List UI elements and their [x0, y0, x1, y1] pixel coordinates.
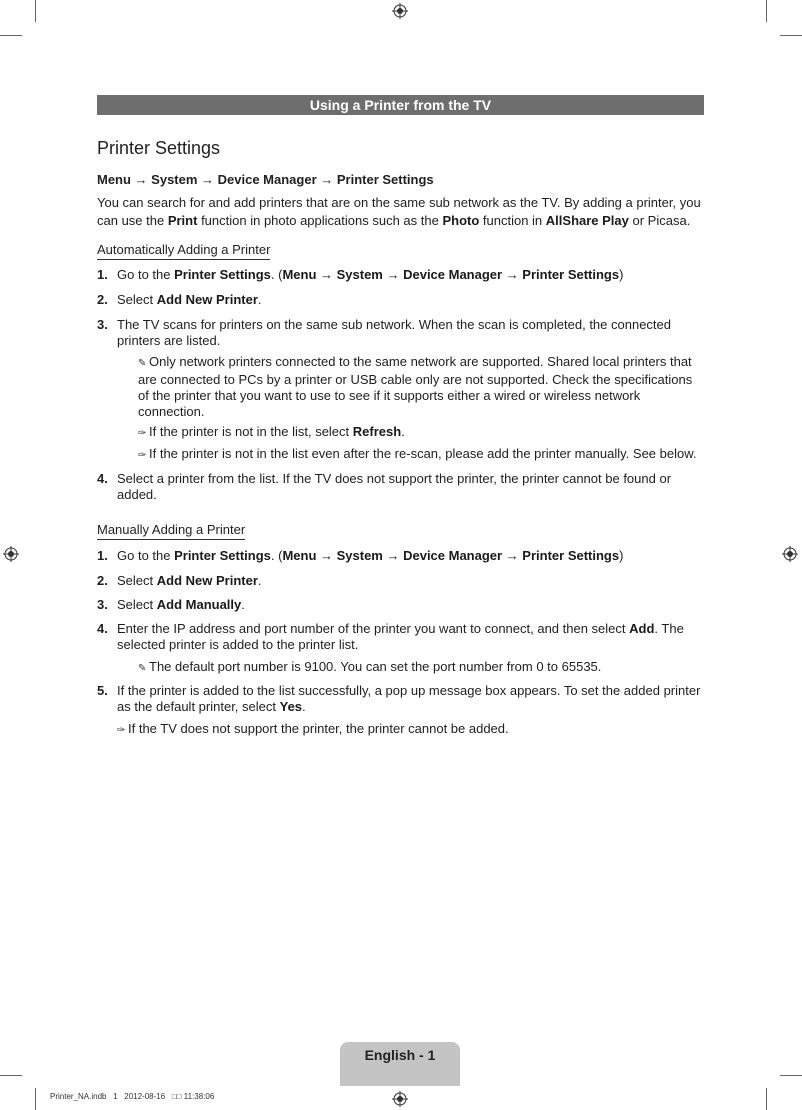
- list-item: 1. Go to the Printer Settings. (Menu → System → Device Manager → Printer Settings): [97, 267, 624, 282]
- note-icon: ✎: [138, 358, 147, 369]
- page-number-tab: [340, 1042, 460, 1086]
- page-content: [97, 95, 704, 736]
- caution-icon: ✑: [138, 450, 147, 461]
- menu-path: Menu → System → Device Manager → Printer Settings: [97, 172, 434, 187]
- note: ✎ The default port number is 9100. You can set the port number from 0 to 65535.: [138, 659, 698, 677]
- list-item: 5. If the printer is added to the list successfully, a pop up message box appears. To set the added printer as the default printer, select Yes.: [97, 683, 701, 714]
- crop-mark: [0, 1075, 22, 1076]
- intro-paragraph: You can search for and add printers that are on the same sub network as the TV. By adding a printer, you can use the Print function in photo applications such as the Photo function in AllShare Play or Picasa.: [97, 195, 701, 228]
- list-item: 2. Select Add New Printer.: [97, 292, 262, 307]
- registration-target-icon: [392, 3, 408, 19]
- note: ✑ If the TV does not support the printer, the printer cannot be added.: [117, 721, 697, 739]
- section-banner: Using a Printer from the TV: [97, 95, 704, 115]
- list-item: 3. The TV scans for printers on the same sub network. When the scan is completed, the connected printers are listed.: [97, 317, 671, 348]
- caution-icon: ✑: [138, 428, 147, 439]
- note: ✑ If the printer is not in the list even after the re-scan, please add the printer manually. See below.: [138, 446, 698, 464]
- crop-mark: [780, 1075, 802, 1076]
- caution-icon: ✑: [117, 725, 126, 736]
- crop-mark: [0, 35, 22, 36]
- crop-mark: [35, 0, 36, 22]
- list-item: 3. Select Add Manually.: [97, 597, 245, 612]
- note: ✎ Only network printers connected to the same network are supported. Shared local printers that are connected to PCs by a printer or USB cable only are not supported. Check the specifications of the printer that you want to use to see if it supports either a wired or wireless network connection.: [138, 354, 693, 419]
- crop-mark: [766, 0, 767, 22]
- crop-mark: [35, 1088, 36, 1110]
- registration-target-icon: [392, 1091, 408, 1107]
- page-title: Printer Settings: [97, 138, 221, 158]
- list-item: 2. Select Add New Printer.: [97, 573, 262, 588]
- list-item: 1. Go to the Printer Settings. (Menu → System → Device Manager → Printer Settings): [97, 548, 624, 563]
- registration-target-icon: [782, 546, 798, 562]
- crop-mark: [780, 35, 802, 36]
- print-imprint: Printer_NA.indb 1 2012-08-16 □□ 11:38:06: [50, 1092, 215, 1101]
- crop-mark: [766, 1088, 767, 1110]
- section-heading-auto: Automatically Adding a Printer: [97, 242, 270, 260]
- note-icon: ✎: [138, 663, 147, 674]
- section-heading-manual: Manually Adding a Printer: [97, 522, 245, 540]
- list-item: 4. Enter the IP address and port number of the printer you want to connect, and then select Add. The selected printer is added to the printer list.: [97, 621, 684, 652]
- list-item: 4. Select a printer from the list. If the TV does not support the printer, the printer cannot be found or added.: [97, 471, 672, 502]
- note: ✑ If the printer is not in the list, select Refresh.: [138, 424, 698, 442]
- registration-target-icon: [3, 546, 19, 562]
- page-label: English - 1: [364, 1047, 436, 1063]
